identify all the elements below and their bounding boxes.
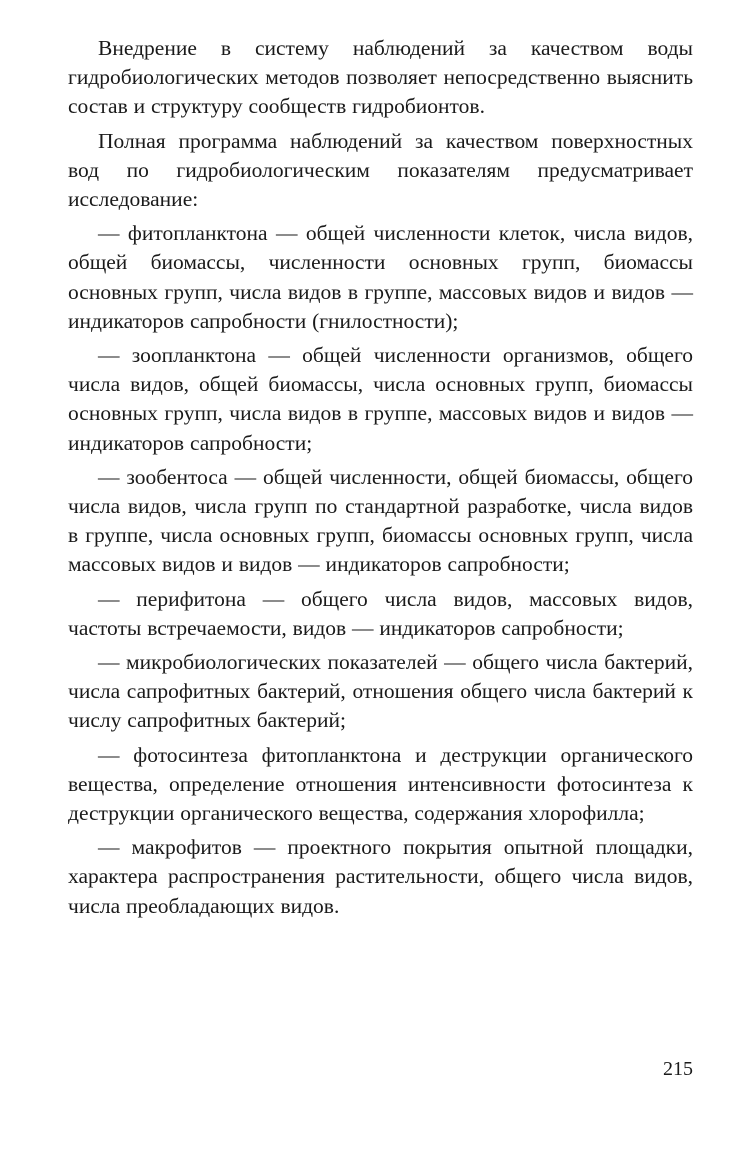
page-body (68, 34, 693, 1114)
list-item-microbiology: — микробиологических показателей — общего числа бактерий, числа сапрофитных бактерий, отношения общего числа бактерий к числу сапрофитных бактерий; (68, 650, 693, 733)
list-item-macrophytes: — макрофитов — проектного покрытия опытной площадки, характера распространения растительности, общего числа видов, числа преобладающих видов. (68, 835, 693, 918)
page-number: 215 (663, 1058, 693, 1080)
list-item-periphyton: — перифитона — общего числа видов, массовых видов, частоты встречаемости, видов — индикаторов сапробности; (68, 586, 693, 640)
list-item-photosynthesis: — фотосинтеза фитопланктона и деструкции органического вещества, определение отношения интенсивности фотосинтеза к деструкции органического вещества, содержания хлорофилла; (68, 742, 693, 826)
list-item-zooplankton: — зоопланктона — общей численности организмов, общего числа видов, общей биомассы, числа основных групп, биомассы основных групп, числа видов в группе, массовых видов и видов — индикаторов сапробности; (68, 343, 693, 455)
list-item-zoobenthos: — зообентоса — общей численности, общей биомассы, общего числа видов, числа групп по стандартной разработке, числа видов в группе, числа основных групп, биомассы основных групп, числа массовых видов и видов — индикаторов сапробности; (68, 464, 693, 577)
list-item-phytoplankton: — фитопланктона — общей численности клеток, числа видов, общей биомассы, численности основных групп, биомассы основных групп, числа видов в группе, массовых видов и видов — индикаторов сапробности (гнилостности); (68, 221, 693, 333)
paragraph-program: Полная программа наблюдений за качеством поверхностных вод по гидробиологическим показателям предусматривает исследование: (68, 128, 693, 212)
paragraph-intro: Внедрение в систему наблюдений за качеством воды гидробиологических методов позволяет непосредственно выяснить состав и структуру сообществ гидробионтов. (68, 36, 693, 119)
